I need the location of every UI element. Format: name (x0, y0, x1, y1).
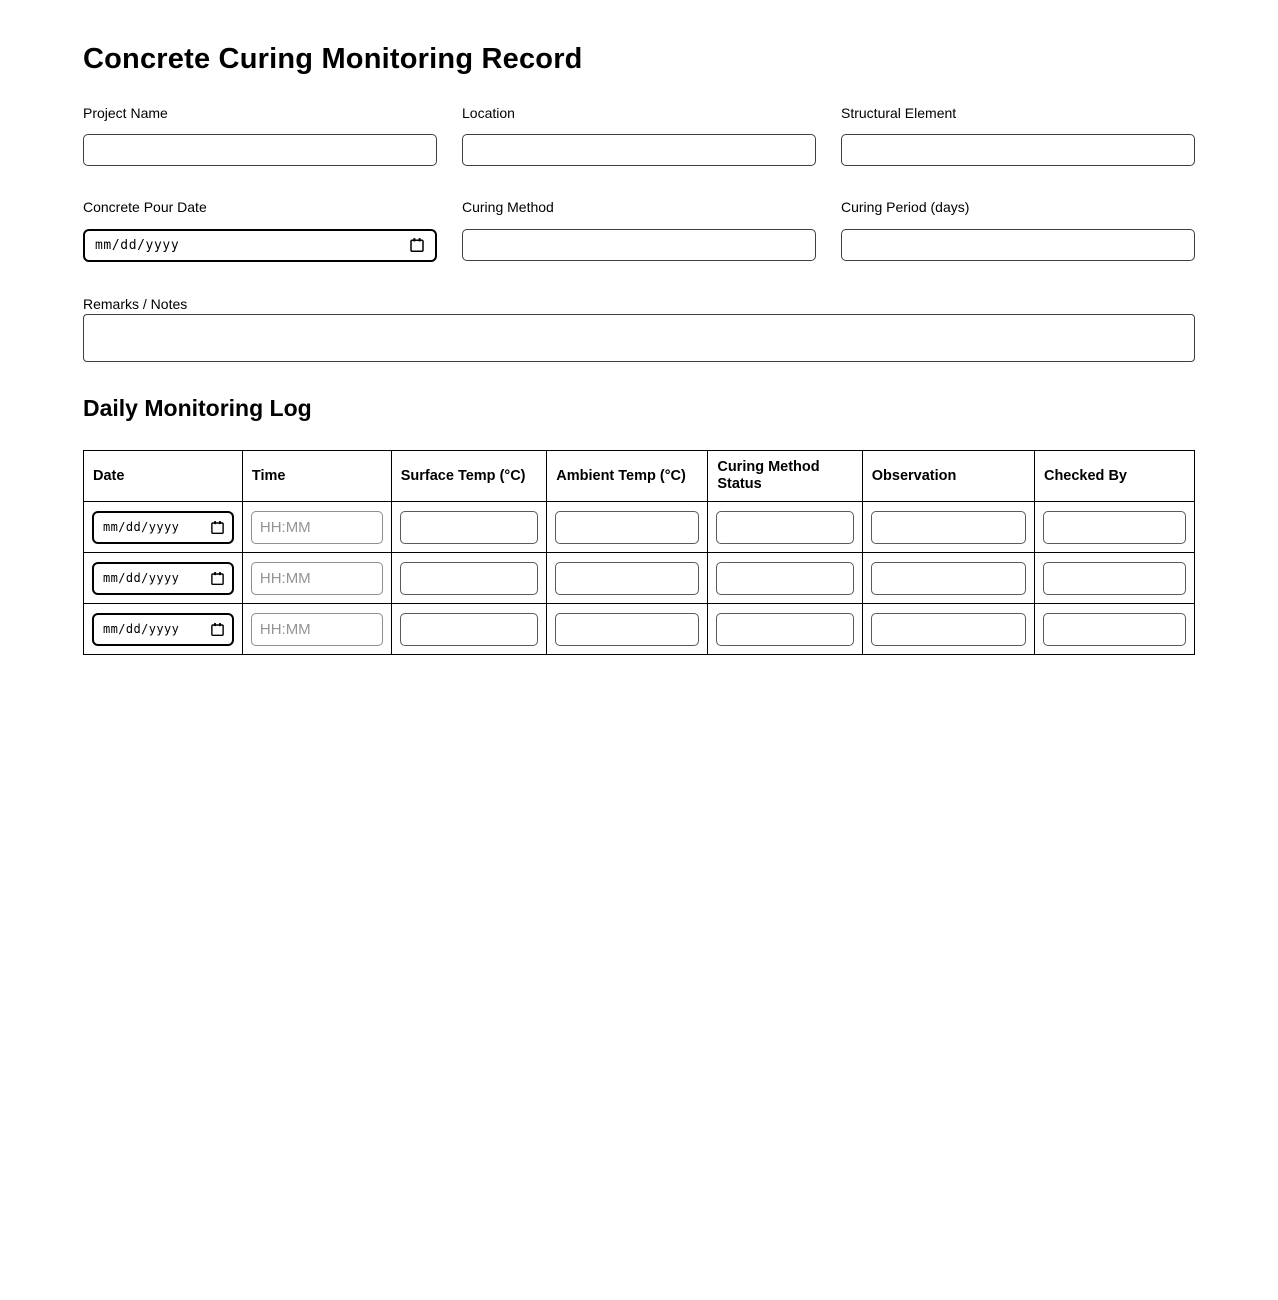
cell-observation (862, 502, 1034, 553)
cell-date (84, 553, 243, 604)
table-row (84, 502, 1195, 553)
calendar-icon[interactable] (210, 520, 225, 535)
log-date-input[interactable] (92, 511, 234, 544)
cell-surface-temp (391, 604, 547, 655)
cell-surface-temp (391, 553, 547, 604)
concrete-pour-date-label: Concrete Pour Date (83, 199, 207, 216)
structural-element-input[interactable] (841, 134, 1195, 166)
daily-monitoring-log-heading: Daily Monitoring Log (83, 395, 312, 422)
calendar-icon[interactable] (210, 622, 225, 637)
monitoring-log-table (83, 450, 1195, 655)
log-time-input[interactable] (251, 613, 383, 646)
column-header-ambient-temp: Ambient Temp (°C) (547, 451, 708, 502)
structural-element-label: Structural Element (841, 104, 957, 121)
page-title: Concrete Curing Monitoring Record (83, 43, 583, 75)
cell-time (242, 502, 391, 553)
remarks-input[interactable] (83, 314, 1195, 362)
cell-checked-by (1034, 553, 1194, 604)
log-ambient-temp-input[interactable] (555, 511, 699, 544)
log-observation-input[interactable] (871, 562, 1026, 595)
cell-curing-status (708, 502, 862, 553)
column-header-surface-temp: Surface Temp (°C) (391, 451, 547, 502)
cell-ambient-temp (547, 553, 708, 604)
curing-method-input[interactable] (462, 229, 816, 261)
column-header-curing-status: Curing Method Status (708, 451, 862, 502)
log-surface-temp-input[interactable] (400, 511, 539, 544)
log-curing-status-input[interactable] (716, 511, 853, 544)
log-date-input[interactable] (92, 562, 234, 595)
table-row (84, 604, 1195, 655)
log-observation-input[interactable] (871, 613, 1026, 646)
log-surface-temp-input[interactable] (400, 613, 539, 646)
cell-checked-by (1034, 502, 1194, 553)
field-concrete-pour-date (83, 200, 437, 261)
date-placeholder-text: mm/dd/yyyy (103, 520, 180, 535)
field-location (462, 106, 816, 166)
location-label: Location (462, 104, 515, 121)
field-project-name (83, 106, 437, 166)
curing-period-input[interactable] (841, 229, 1195, 261)
cell-time (242, 553, 391, 604)
column-header-date: Date (84, 451, 243, 502)
calendar-icon[interactable] (210, 571, 225, 586)
cell-time (242, 604, 391, 655)
cell-ambient-temp (547, 604, 708, 655)
cell-observation (862, 604, 1034, 655)
calendar-icon[interactable] (409, 237, 425, 253)
project-name-input[interactable] (83, 134, 437, 166)
log-checked-by-input[interactable] (1043, 562, 1186, 595)
log-curing-status-input[interactable] (716, 613, 853, 646)
cell-date (84, 604, 243, 655)
table-row (84, 553, 1195, 604)
field-curing-method (462, 200, 816, 261)
column-header-observation: Observation (862, 451, 1034, 502)
field-curing-period (841, 200, 1195, 261)
log-curing-status-input[interactable] (716, 562, 853, 595)
cell-date (84, 502, 243, 553)
log-time-input[interactable] (251, 511, 383, 544)
cell-ambient-temp (547, 502, 708, 553)
date-placeholder-text: mm/dd/yyyy (103, 571, 180, 586)
location-input[interactable] (462, 134, 816, 166)
log-time-input[interactable] (251, 562, 383, 595)
cell-curing-status (708, 604, 862, 655)
column-header-checked-by: Checked By (1034, 451, 1194, 502)
log-checked-by-input[interactable] (1043, 511, 1186, 544)
log-ambient-temp-input[interactable] (555, 562, 699, 595)
log-observation-input[interactable] (871, 511, 1026, 544)
curing-method-label: Curing Method (462, 199, 554, 216)
cell-checked-by (1034, 604, 1194, 655)
concrete-pour-date-input[interactable] (83, 229, 437, 262)
cell-observation (862, 553, 1034, 604)
log-surface-temp-input[interactable] (400, 562, 539, 595)
form-header-grid (83, 106, 1195, 262)
curing-period-label: Curing Period (days) (841, 199, 970, 216)
column-header-time: Time (242, 451, 391, 502)
log-date-input[interactable] (92, 613, 234, 646)
field-remarks (83, 297, 1195, 362)
field-structural-element (841, 106, 1195, 166)
cell-curing-status (708, 553, 862, 604)
remarks-label: Remarks / Notes (83, 295, 188, 312)
log-checked-by-input[interactable] (1043, 613, 1186, 646)
log-ambient-temp-input[interactable] (555, 613, 699, 646)
date-placeholder-text: mm/dd/yyyy (95, 237, 180, 253)
table-header-row (84, 451, 1195, 502)
date-placeholder-text: mm/dd/yyyy (103, 622, 180, 637)
cell-surface-temp (391, 502, 547, 553)
project-name-label: Project Name (83, 104, 168, 121)
